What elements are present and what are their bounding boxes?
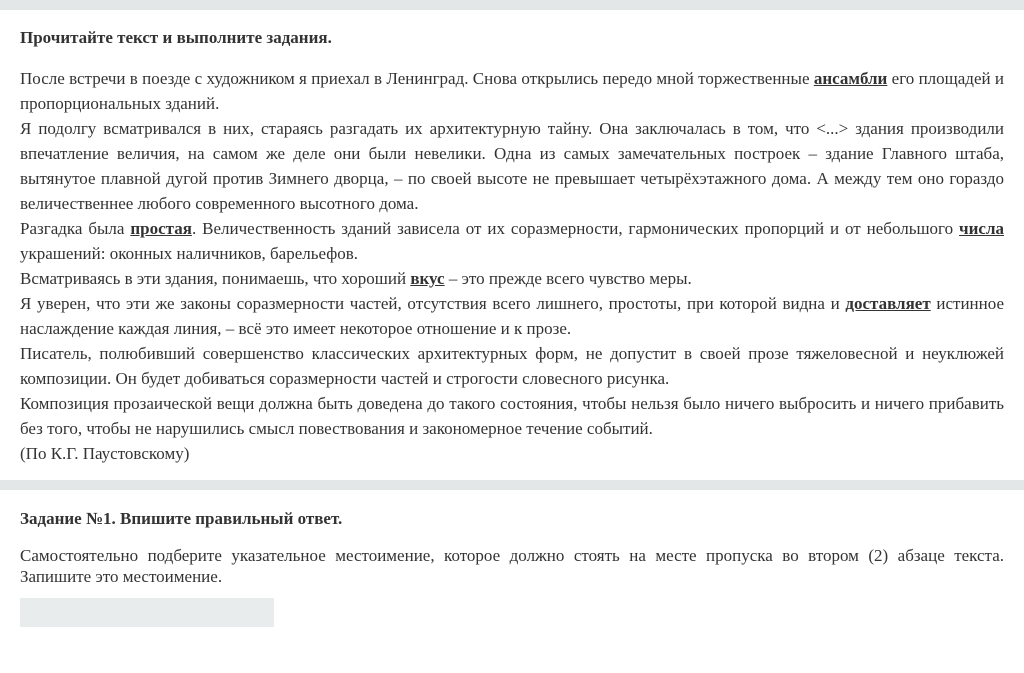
highlighted-word-prostaya: простая bbox=[130, 219, 192, 238]
paragraph-2: Я подолгу всматривался в них, стараясь разгадать их архитектурную тайну. Она заключалась в том, что <...> здания производили впечатление величия, на самом же деле они были невелики. Одна из самых замечательных построек – здание Главного штаба, вытянутое плавной дугой против Зимнего дворца, – по своей высоте не превышает четырёхэтажного дома. А между тем оно гораздо величественнее любого современного высотного дома. bbox=[20, 119, 1004, 213]
paragraph-4-text-b: – это прежде всего чувство меры. bbox=[444, 269, 692, 288]
answer-input[interactable] bbox=[20, 598, 274, 627]
paragraph-1-text-a: После встречи в поезде с художником я приехал в Ленинград. Снова открылись передо мной торжественные bbox=[20, 69, 814, 88]
reading-section bbox=[20, 26, 1004, 466]
top-divider bbox=[0, 0, 1024, 10]
highlighted-word-vkus: вкус bbox=[410, 269, 445, 288]
paragraph-3-text-b: . Величественность зданий зависела от их соразмерности, гармонических пропорций и от небольшого bbox=[191, 219, 960, 238]
section-divider bbox=[0, 480, 1024, 490]
paragraph-6: Писатель, полюбивший совершенство классических архитектурных форм, не допустит в своей прозе тяжеловесной и неуклюжей композиции. Он будет добиваться соразмерности частей и строгости словесного рисунка. bbox=[20, 344, 1004, 388]
highlighted-word-dostavlyaet: доставляет bbox=[845, 294, 931, 313]
highlighted-word-chisla: числа bbox=[959, 219, 1004, 238]
paragraph-1 bbox=[20, 66, 1004, 116]
paragraph-4-text-a: Всматриваясь в эти здания, понимаешь, что хороший bbox=[20, 269, 411, 288]
paragraph-3 bbox=[20, 216, 1004, 266]
paragraph-3-text-a: Разгадка была bbox=[20, 219, 131, 238]
paragraph-3-text-c: украшений: оконных наличников, барельефов. bbox=[20, 244, 359, 263]
task-heading: Задание №1. Впишите правильный ответ. bbox=[20, 509, 343, 528]
paragraph-1-text-b: его площадей и пропорциональных зданий. bbox=[20, 69, 1005, 113]
paragraph-5-text-b: истинное наслаждение каждая линия, – всё это имеет некоторое отношение и к прозе. bbox=[20, 294, 1004, 338]
paragraph-7: Композиция прозаической вещи должна быть доведена до такого состояния, чтобы нельзя было ничего выбросить и ничего прибавить без того, чтобы не нарушились смысл повествования и закономерное течение событий. bbox=[20, 394, 1004, 438]
task-question: Самостоятельно подберите указательное местоимение, которое должно стоять на месте пропуска во втором (2) абзаце текста. Запишите это местоимение. bbox=[20, 546, 1004, 586]
reading-heading: Прочитайте текст и выполните задания. bbox=[20, 28, 332, 47]
paragraph-4 bbox=[20, 266, 1004, 291]
paragraph-5 bbox=[20, 291, 1004, 341]
highlighted-word-ansambli: ансамбли bbox=[813, 69, 888, 88]
paragraph-5-text-a: Я уверен, что эти же законы соразмерности частей, отсутствия всего лишнего, простоты, при которой видна и bbox=[20, 294, 846, 313]
source-attribution: (По К.Г. Паустовскому) bbox=[20, 444, 190, 463]
task-section bbox=[20, 507, 1004, 587]
